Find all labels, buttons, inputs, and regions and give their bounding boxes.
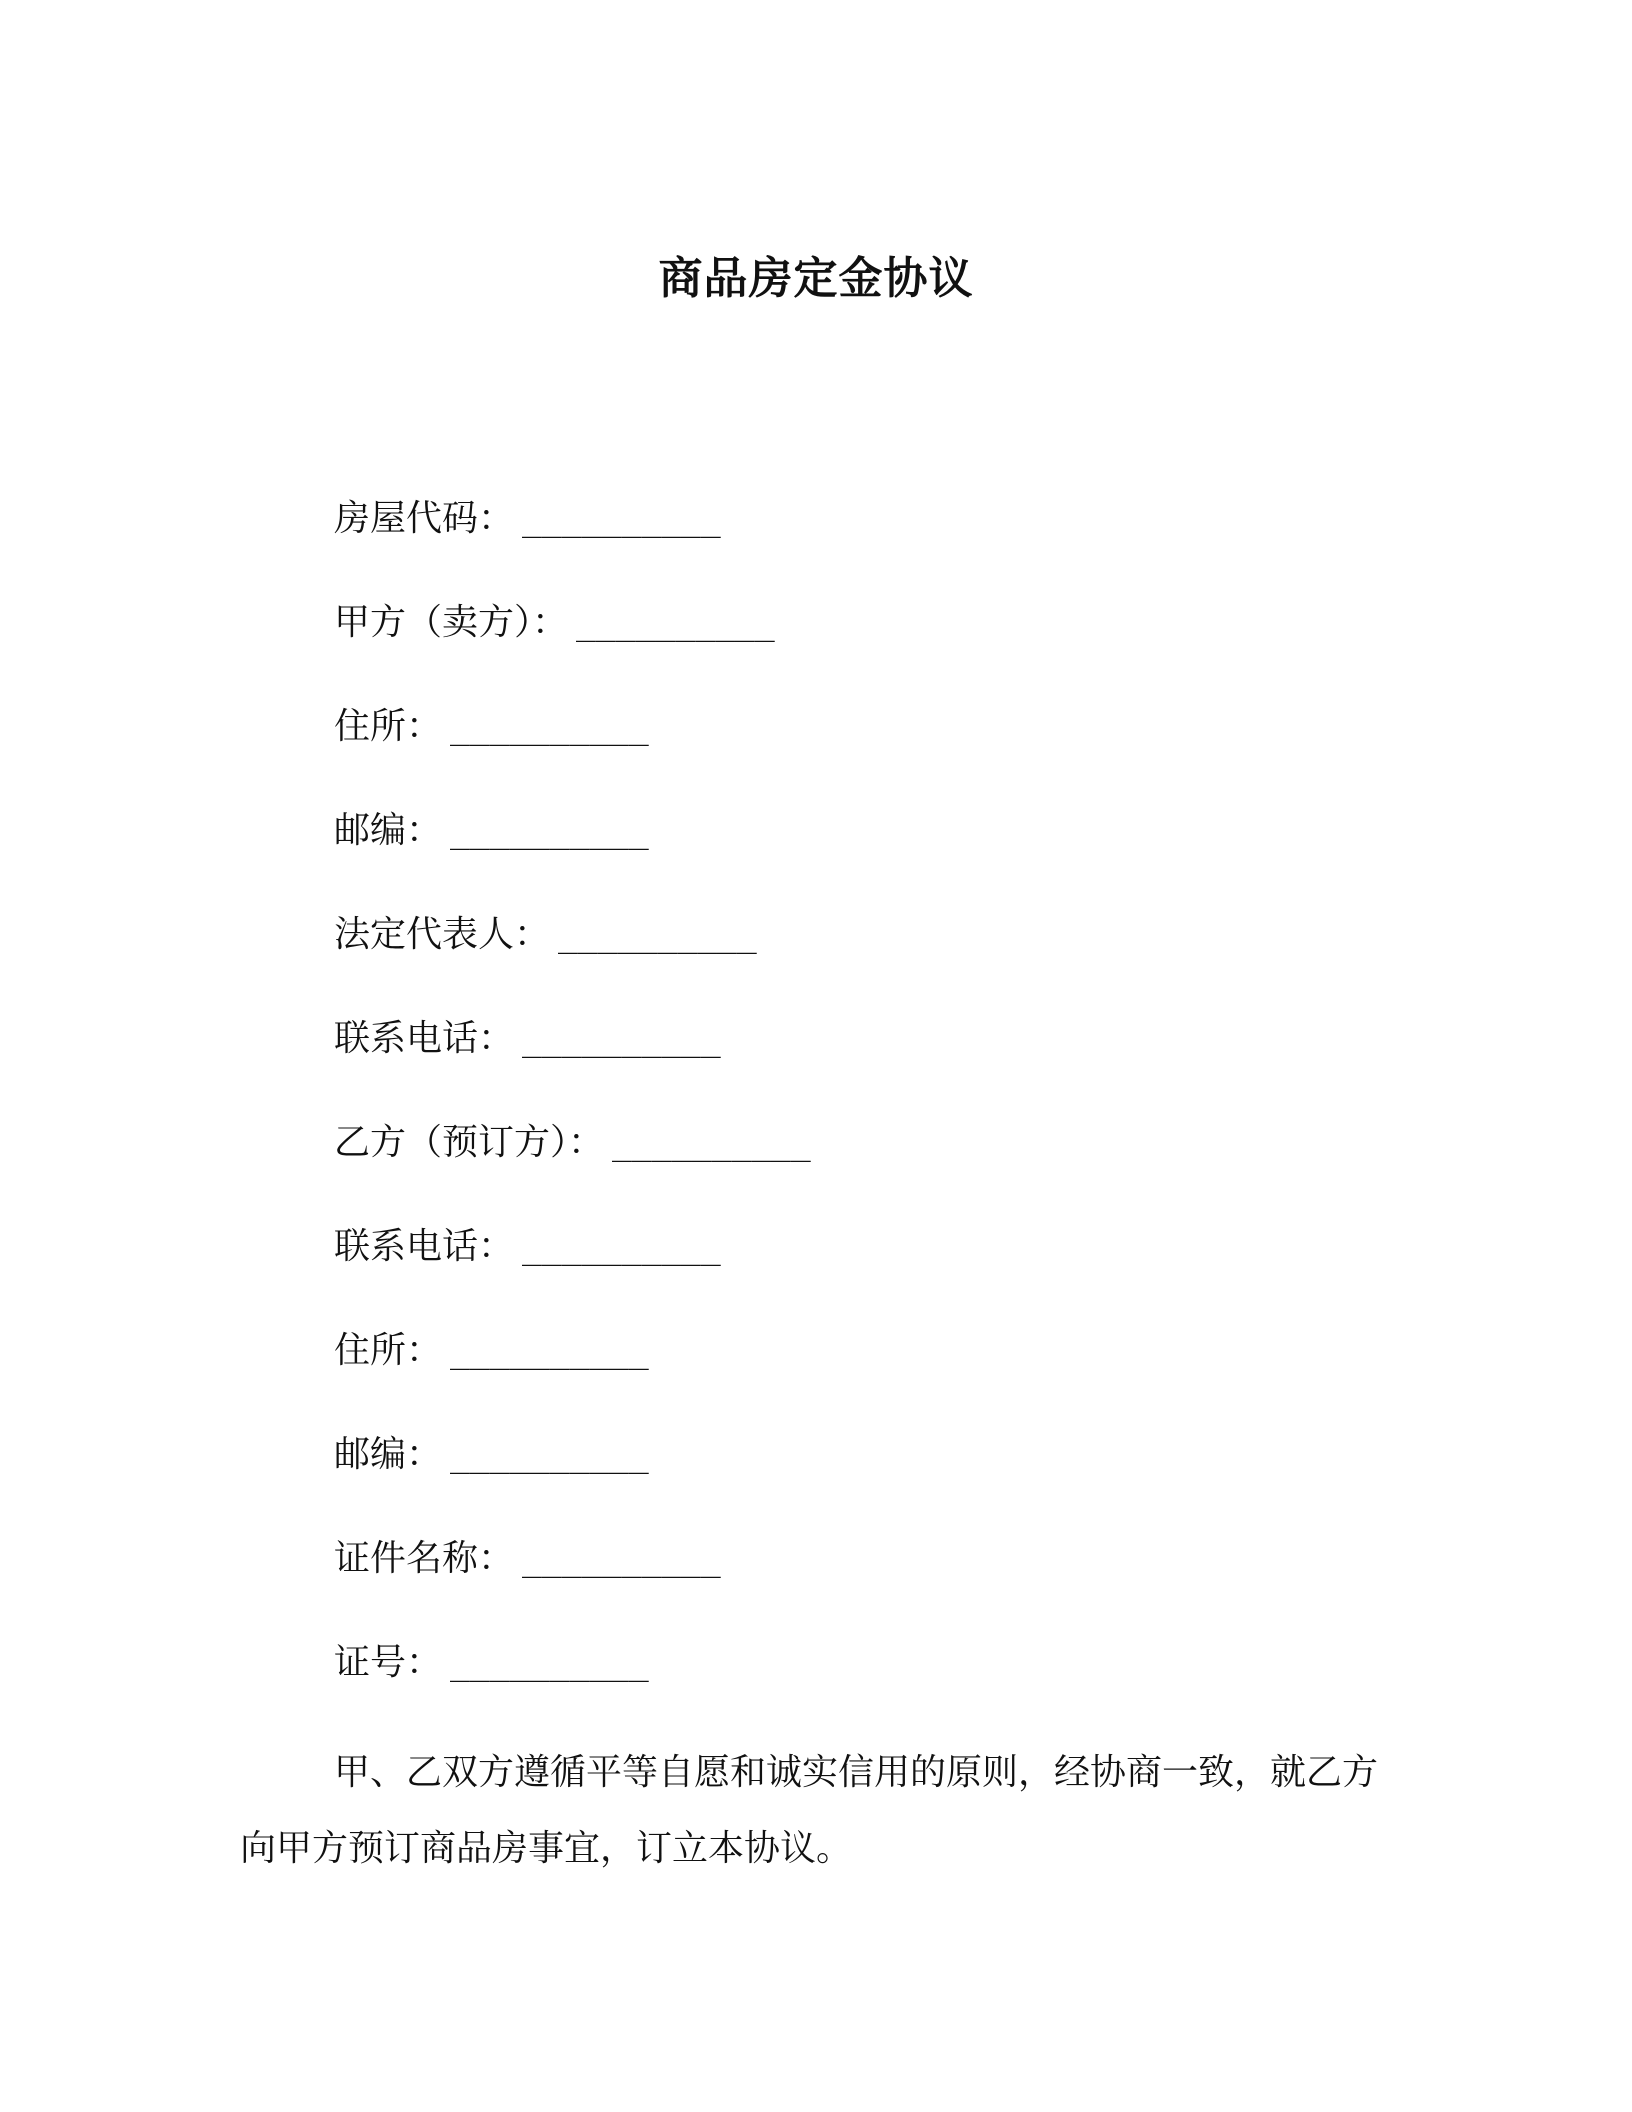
intro-paragraph: 甲、乙双方遵循平等自愿和诚实信用的原则，经协商一致，就乙方向甲方预订商品房事宜，订立本协议。 [240,1752,1379,1869]
fill-in-blank: __________ [450,1331,649,1370]
field-party-a [334,598,1434,702]
field-party-a-address [334,702,1434,806]
field-party-b-address [334,1326,1434,1430]
field-label: 证件名称： [334,1538,515,1579]
field-label: 住所： [334,1330,443,1371]
fill-in-blank: __________ [522,1539,721,1578]
fill-in-blank: __________ [522,1227,721,1266]
fill-in-blank: __________ [522,1019,721,1058]
field-house-code [334,494,1434,598]
fill-in-blank: __________ [576,603,775,642]
fill-in-blank: __________ [450,707,649,746]
field-label: 乙方（预订方）： [334,1122,605,1163]
field-party-b [334,1118,1434,1222]
field-label: 邮编： [334,1434,443,1475]
fill-in-blank: __________ [522,499,721,538]
fill-in-blank: __________ [450,1435,649,1474]
fill-in-blank: __________ [450,811,649,850]
field-label: 甲方（卖方）： [334,602,569,643]
field-label: 联系电话： [334,1018,515,1059]
field-label: 住所： [334,706,443,747]
party-info-list [334,494,1434,1742]
field-legal-representative [334,910,1434,1014]
fill-in-blank: __________ [450,1643,649,1682]
field-party-a-phone [334,1014,1434,1118]
field-party-b-phone [334,1222,1434,1326]
fill-in-blank: __________ [612,1123,811,1162]
field-party-a-postcode [334,806,1434,910]
document-title: 商品房定金协议 [658,253,974,305]
field-id-number [334,1638,1434,1742]
field-label: 证号： [334,1642,443,1683]
fill-in-blank: __________ [558,915,757,954]
field-label: 联系电话： [334,1226,515,1267]
field-label: 邮编： [334,810,443,851]
field-party-b-postcode [334,1430,1434,1534]
field-label: 房屋代码： [334,498,515,539]
field-id-type [334,1534,1434,1638]
field-label: 法定代表人： [334,914,551,955]
